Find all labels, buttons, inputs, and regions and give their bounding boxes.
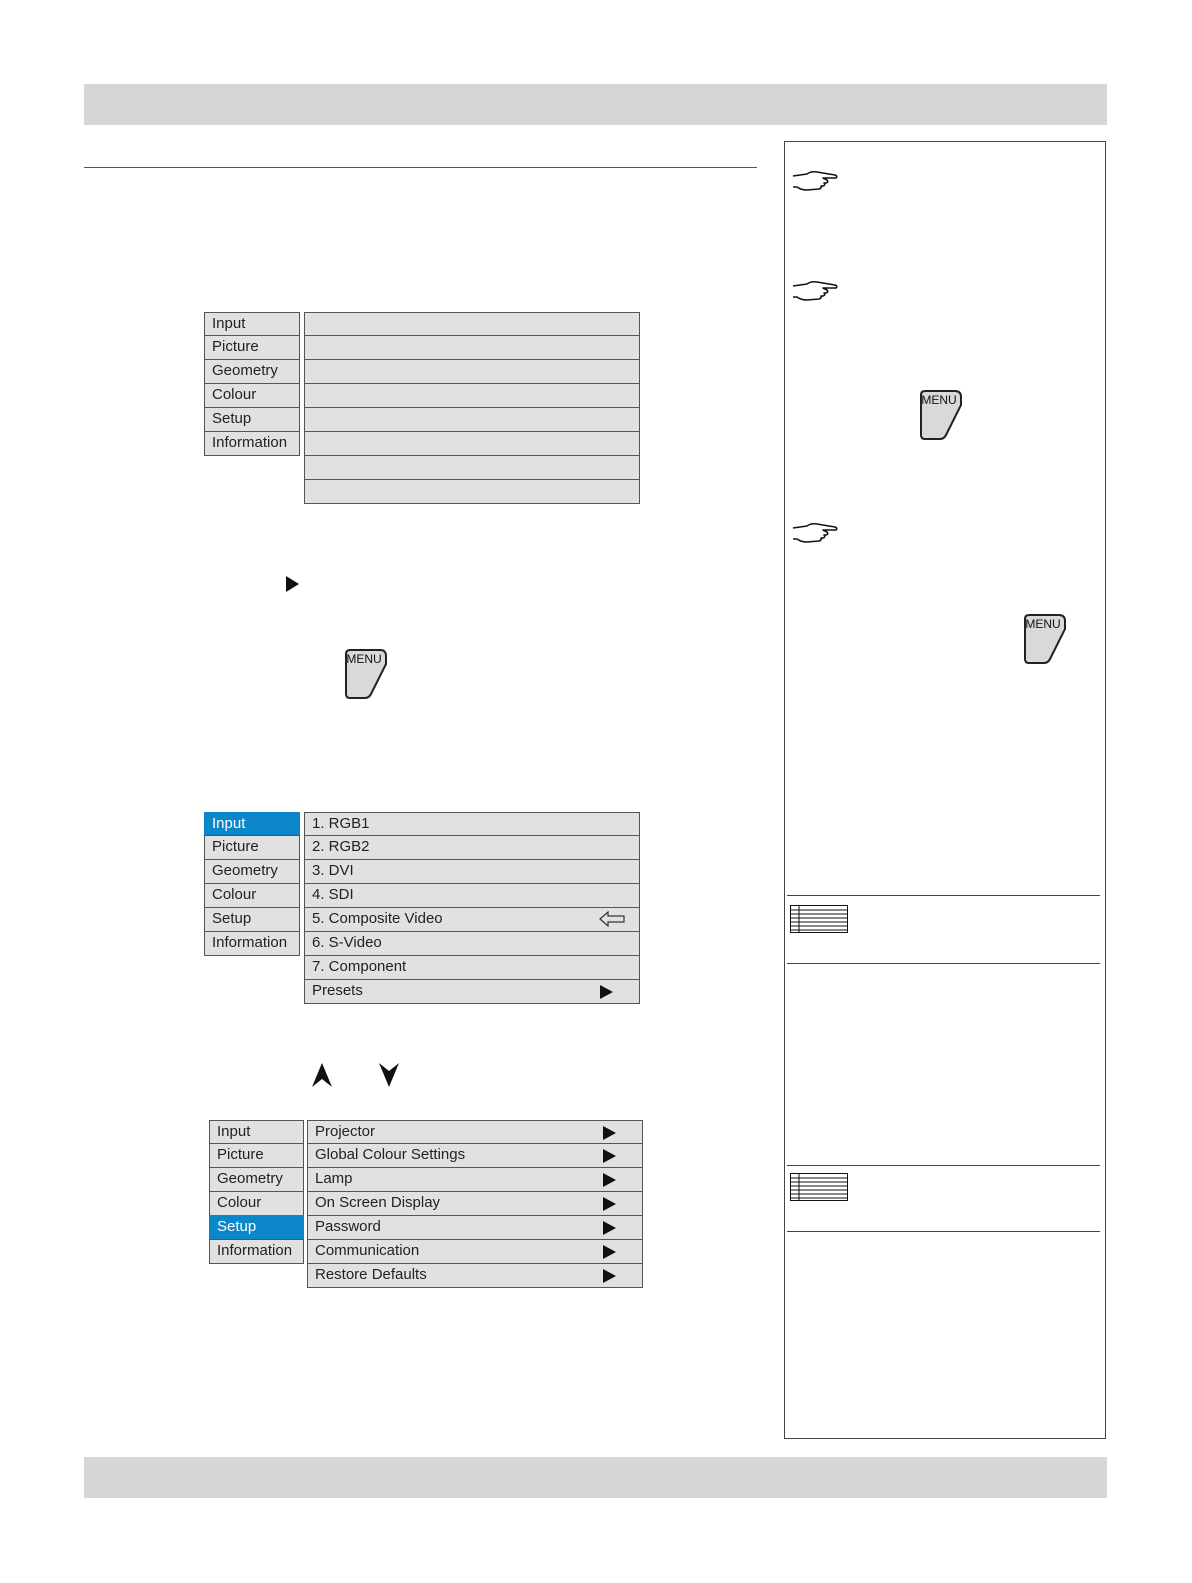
submenu-row [304,335,640,360]
right-triangle-icon [600,985,613,999]
up-arrow-icon [311,1062,333,1088]
right-triangle-icon [603,1221,616,1235]
right-triangle-icon [603,1245,616,1259]
menu-item-label: Setup [217,1218,257,1235]
option-label: 6. S-Video [312,934,382,951]
menu-item-input[interactable] [204,812,300,836]
menu-item-colour[interactable] [209,1191,304,1216]
setup-option-lamp[interactable] [307,1167,643,1192]
setup-option-password[interactable] [307,1215,643,1240]
option-label: Communication [315,1242,420,1259]
menu-item-colour[interactable] [204,383,300,408]
menu-item-label: Geometry [212,362,278,379]
setup-option-restore-defaults[interactable] [307,1263,643,1288]
input-option-composite-video[interactable] [304,907,640,932]
menu-key-icon [919,389,965,446]
menu-item-label: Setup [212,910,252,927]
option-label: Lamp [315,1170,353,1187]
submenu-row [304,479,640,504]
down-arrow-icon [378,1062,400,1088]
right-triangle-icon [603,1197,616,1211]
submenu-row [304,455,640,480]
sidebar-divider [787,895,1100,896]
menu-item-information[interactable] [209,1239,304,1264]
option-label: 2. RGB2 [312,838,370,855]
menu-item-information[interactable] [204,431,300,456]
input-option-s-video[interactable] [304,931,640,956]
menu-item-picture[interactable] [204,335,300,360]
right-triangle-icon [603,1126,616,1140]
setup-option-projector[interactable] [307,1120,643,1144]
header-bar [84,84,1107,125]
menu-item-label: Information [212,934,288,951]
sidebar-divider [787,963,1100,964]
submenu-row [304,431,640,456]
submenu-row [304,383,640,408]
menu-item-label: Colour [212,886,257,903]
pointing-hand-icon [791,520,839,546]
section-rule [84,167,757,168]
option-label: 1. RGB1 [312,815,370,832]
left-arrow-icon [599,911,625,927]
menu-item-geometry[interactable] [204,859,300,884]
menu-item-colour[interactable] [204,883,300,908]
menu-key-label: MENU [346,652,382,666]
input-option-rgb2[interactable] [304,835,640,860]
option-label: Password [315,1218,381,1235]
option-label: 5. Composite Video [312,910,443,927]
input-option-rgb1[interactable] [304,812,640,836]
menu-item-label: Picture [212,838,259,855]
menu-item-picture[interactable] [209,1143,304,1168]
option-label: Restore Defaults [315,1266,427,1283]
footer-bar [84,1457,1107,1498]
menu-key-icon [344,648,390,705]
menu-item-input[interactable] [204,312,300,336]
option-label: Global Colour Settings [315,1146,466,1163]
table-icon [790,1173,848,1201]
menu-item-geometry[interactable] [209,1167,304,1192]
table-icon [790,905,848,933]
menu-item-setup[interactable] [209,1215,304,1240]
menu-item-label: Information [212,434,288,451]
menu-item-setup[interactable] [204,407,300,432]
option-label: Presets [312,982,363,999]
menu-item-label: Geometry [217,1170,283,1187]
menu-item-label: Information [217,1242,293,1259]
option-label: 3. DVI [312,862,354,879]
input-option-component[interactable] [304,955,640,980]
right-triangle-icon [285,575,301,593]
menu-item-label: Picture [217,1146,264,1163]
menu-item-label: Setup [212,410,252,427]
menu-item-label: Input [217,1123,251,1140]
menu-item-label: Input [212,315,246,332]
input-option-dvi[interactable] [304,859,640,884]
setup-option-osd[interactable] [307,1191,643,1216]
setup-option-global-colour[interactable] [307,1143,643,1168]
setup-option-communication[interactable] [307,1239,643,1264]
right-triangle-icon [603,1149,616,1163]
menu-item-information[interactable] [204,931,300,956]
right-triangle-icon [603,1269,616,1283]
option-label: 4. SDI [312,886,354,903]
pointing-hand-icon [791,278,839,304]
menu-item-geometry[interactable] [204,359,300,384]
menu-item-label: Picture [212,338,259,355]
sidebar-divider [787,1165,1100,1166]
submenu-row [304,312,640,336]
submenu-row [304,407,640,432]
menu-item-input[interactable] [209,1120,304,1144]
menu-item-label: Input [212,815,246,832]
menu-item-label: Colour [212,386,257,403]
input-option-sdi[interactable] [304,883,640,908]
pointing-hand-icon [791,168,839,194]
option-label: 7. Component [312,958,407,975]
menu-key-label: MENU [1025,617,1061,631]
option-label: Projector [315,1123,376,1140]
menu-item-label: Colour [217,1194,262,1211]
menu-item-setup[interactable] [204,907,300,932]
menu-item-label: Geometry [212,862,278,879]
notes-sidebar [784,141,1106,1439]
sidebar-divider [787,1231,1100,1232]
right-triangle-icon [603,1173,616,1187]
input-option-presets[interactable] [304,979,640,1004]
option-label: On Screen Display [315,1194,441,1211]
submenu-row [304,359,640,384]
menu-key-icon [1023,613,1069,670]
menu-item-picture[interactable] [204,835,300,860]
menu-key-label: MENU [921,393,957,407]
